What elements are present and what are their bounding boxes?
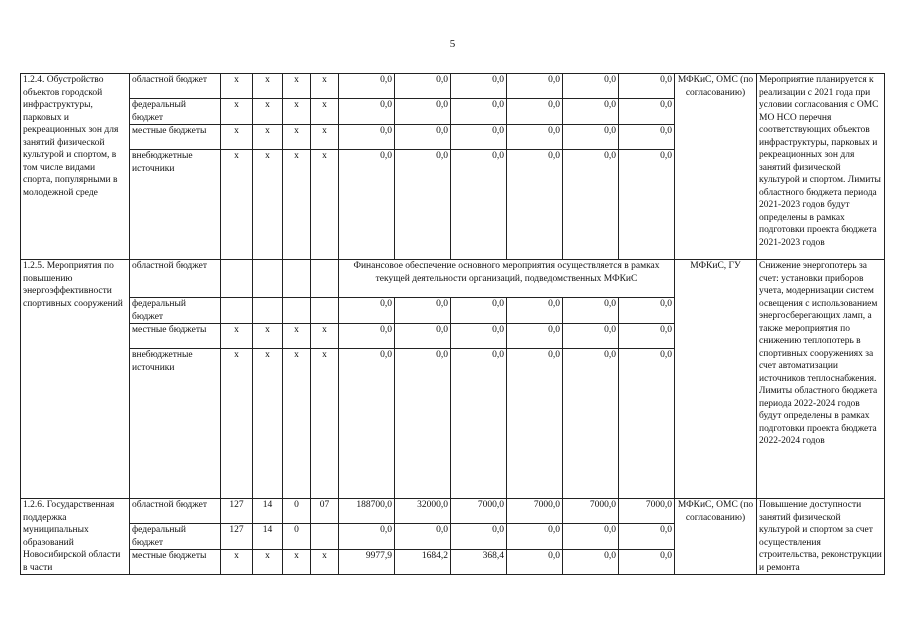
value-cell: 0,0	[563, 298, 619, 324]
code-cell: 127	[221, 524, 253, 550]
code-cell: х	[221, 125, 253, 150]
code-cell: 14	[253, 499, 283, 524]
value-cell: 0,0	[619, 150, 675, 260]
code-cell: х	[253, 125, 283, 150]
code-cell: 0	[283, 524, 311, 550]
note: Мероприятие планируется к реализации с 2021 года при условии согласования с ОМС МО НСО перечня соответствующих объектов инфраструктуры, парковых и рекреационных зон для занятий физической культурой и спортом. Лимиты областного бюджета периода 2021-2023 годов будут определены в рамках подготовки проекта бюджета 2021-2023 годов	[757, 74, 885, 260]
funding-source: федеральный бюджет	[130, 99, 221, 125]
funding-source: федеральный бюджет	[130, 298, 221, 324]
funding-source: федеральный бюджет	[130, 524, 221, 550]
code-cell: х	[221, 74, 253, 99]
value-cell: 0,0	[395, 524, 451, 550]
value-cell: 0,0	[563, 74, 619, 99]
code-cell	[311, 524, 339, 550]
value-cell: 0,0	[339, 99, 395, 125]
code-cell: х	[283, 99, 311, 125]
code-cell	[253, 260, 283, 298]
value-cell: 0,0	[563, 324, 619, 349]
code-cell: 14	[253, 524, 283, 550]
code-cell: х	[311, 324, 339, 349]
value-cell: 0,0	[563, 349, 619, 499]
executor: МФКиС, ОМС (по согласованию)	[675, 499, 757, 575]
value-cell: 0,0	[563, 150, 619, 260]
value-cell: 0,0	[619, 125, 675, 150]
value-cell: 0,0	[619, 349, 675, 499]
value-cell: 0,0	[395, 298, 451, 324]
value-cell: 9977,9	[339, 550, 395, 575]
value-cell: 0,0	[507, 324, 563, 349]
code-cell: х	[311, 125, 339, 150]
code-cell: х	[253, 550, 283, 575]
value-cell: 0,0	[339, 150, 395, 260]
code-cell	[221, 260, 253, 298]
value-cell: 0,0	[339, 298, 395, 324]
value-cell: 0,0	[451, 125, 507, 150]
code-cell: 07	[311, 499, 339, 524]
value-cell: 0,0	[339, 74, 395, 99]
value-cell: 0,0	[395, 349, 451, 499]
code-cell: х	[253, 150, 283, 260]
code-cell: х	[221, 349, 253, 499]
funding-source: областной бюджет	[130, 74, 221, 99]
value-cell: 0,0	[619, 99, 675, 125]
code-cell: х	[283, 324, 311, 349]
value-cell: 0,0	[451, 150, 507, 260]
value-cell: 0,0	[395, 99, 451, 125]
financing-note: Финансовое обеспечение основного мероприятия осуществляется в рамках текущей деятельности организаций, подведомственных МФКиС	[339, 260, 675, 298]
code-cell	[311, 260, 339, 298]
funding-source: внебюджетные источники	[130, 349, 221, 499]
value-cell: 0,0	[451, 99, 507, 125]
code-cell: х	[221, 324, 253, 349]
code-cell: 0	[283, 499, 311, 524]
code-cell: х	[311, 349, 339, 499]
value-cell: 0,0	[507, 125, 563, 150]
value-cell: 0,0	[507, 524, 563, 550]
value-cell: 188700,0	[339, 499, 395, 524]
activity-name: 1.2.5. Мероприятия по повышению энергоэффективности спортивных сооружений	[21, 260, 130, 499]
value-cell: 0,0	[563, 125, 619, 150]
value-cell: 0,0	[619, 298, 675, 324]
budget-table	[20, 73, 885, 575]
code-cell: х	[221, 550, 253, 575]
value-cell: 0,0	[563, 524, 619, 550]
code-cell: х	[311, 150, 339, 260]
code-cell: х	[221, 99, 253, 125]
value-cell: 0,0	[619, 74, 675, 99]
value-cell: 0,0	[507, 74, 563, 99]
code-cell	[253, 298, 283, 324]
code-cell	[311, 298, 339, 324]
value-cell: 0,0	[563, 550, 619, 575]
value-cell: 0,0	[507, 298, 563, 324]
value-cell: 0,0	[507, 99, 563, 125]
code-cell: х	[221, 150, 253, 260]
value-cell: 32000,0	[395, 499, 451, 524]
value-cell: 0,0	[339, 349, 395, 499]
value-cell: 0,0	[451, 324, 507, 349]
executor: МФКиС, ОМС (по согласованию)	[675, 74, 757, 260]
page-number: 5	[449, 38, 456, 50]
code-cell: х	[283, 125, 311, 150]
value-cell: 0,0	[395, 74, 451, 99]
note: Повышение доступности занятий физической культурой и спортом за счет осуществления строительства, реконструкции и ремонта	[757, 499, 885, 575]
table-row	[21, 260, 885, 298]
code-cell	[283, 260, 311, 298]
value-cell: 0,0	[619, 550, 675, 575]
activity-name: 1.2.6. Государственная поддержка муниципальных образований Новосибирской области в части	[21, 499, 130, 575]
value-cell: 0,0	[395, 150, 451, 260]
funding-source: областной бюджет	[130, 260, 221, 298]
value-cell: 0,0	[451, 524, 507, 550]
code-cell	[283, 298, 311, 324]
value-cell: 0,0	[619, 524, 675, 550]
funding-source: областной бюджет	[130, 499, 221, 524]
value-cell: 0,0	[563, 99, 619, 125]
value-cell: 368,4	[451, 550, 507, 575]
code-cell	[221, 298, 253, 324]
code-cell: х	[311, 74, 339, 99]
value-cell: 7000,0	[451, 499, 507, 524]
code-cell: х	[283, 150, 311, 260]
code-cell: х	[311, 550, 339, 575]
value-cell: 0,0	[339, 324, 395, 349]
value-cell: 0,0	[395, 125, 451, 150]
table-row	[21, 499, 885, 524]
funding-source: внебюджетные источники	[130, 150, 221, 260]
code-cell: х	[283, 74, 311, 99]
value-cell: 0,0	[507, 150, 563, 260]
activity-name: 1.2.4. Обустройство объектов городской инфраструктуры, парковых и рекреационных зон для занятий физической культурой и спортом, в том числе видами спорта, популярными в молодежной среде	[21, 74, 130, 260]
code-cell: 127	[221, 499, 253, 524]
table-row	[21, 74, 885, 99]
code-cell: х	[253, 349, 283, 499]
value-cell: 0,0	[339, 524, 395, 550]
value-cell: 7000,0	[507, 499, 563, 524]
funding-source: местные бюджеты	[130, 125, 221, 150]
value-cell: 7000,0	[563, 499, 619, 524]
funding-source: местные бюджеты	[130, 324, 221, 349]
value-cell: 1684,2	[395, 550, 451, 575]
funding-source: местные бюджеты	[130, 550, 221, 575]
value-cell: 0,0	[451, 349, 507, 499]
executor: МФКиС, ГУ	[675, 260, 757, 499]
value-cell: 0,0	[451, 298, 507, 324]
value-cell: 0,0	[507, 349, 563, 499]
value-cell: 7000,0	[619, 499, 675, 524]
note: Снижение энергопотерь за счет: установки приборов учета, модернизации систем освещения с использованием энергосберегающих ламп, а также мероприятия по снижению теплопотерь в спортивных сооружениях за счет автоматизации источников теплоснабжения. Лимиты областного бюджета периода 2022-2024 годов будут определены в рамках подготовки проекта бюджета 2022-2024 годов	[757, 260, 885, 499]
code-cell: х	[253, 74, 283, 99]
value-cell: 0,0	[451, 74, 507, 99]
code-cell: х	[311, 99, 339, 125]
value-cell: 0,0	[507, 550, 563, 575]
value-cell: 0,0	[395, 324, 451, 349]
code-cell: х	[283, 550, 311, 575]
value-cell: 0,0	[339, 125, 395, 150]
value-cell: 0,0	[619, 324, 675, 349]
code-cell: х	[253, 324, 283, 349]
code-cell: х	[253, 99, 283, 125]
code-cell: х	[283, 349, 311, 499]
